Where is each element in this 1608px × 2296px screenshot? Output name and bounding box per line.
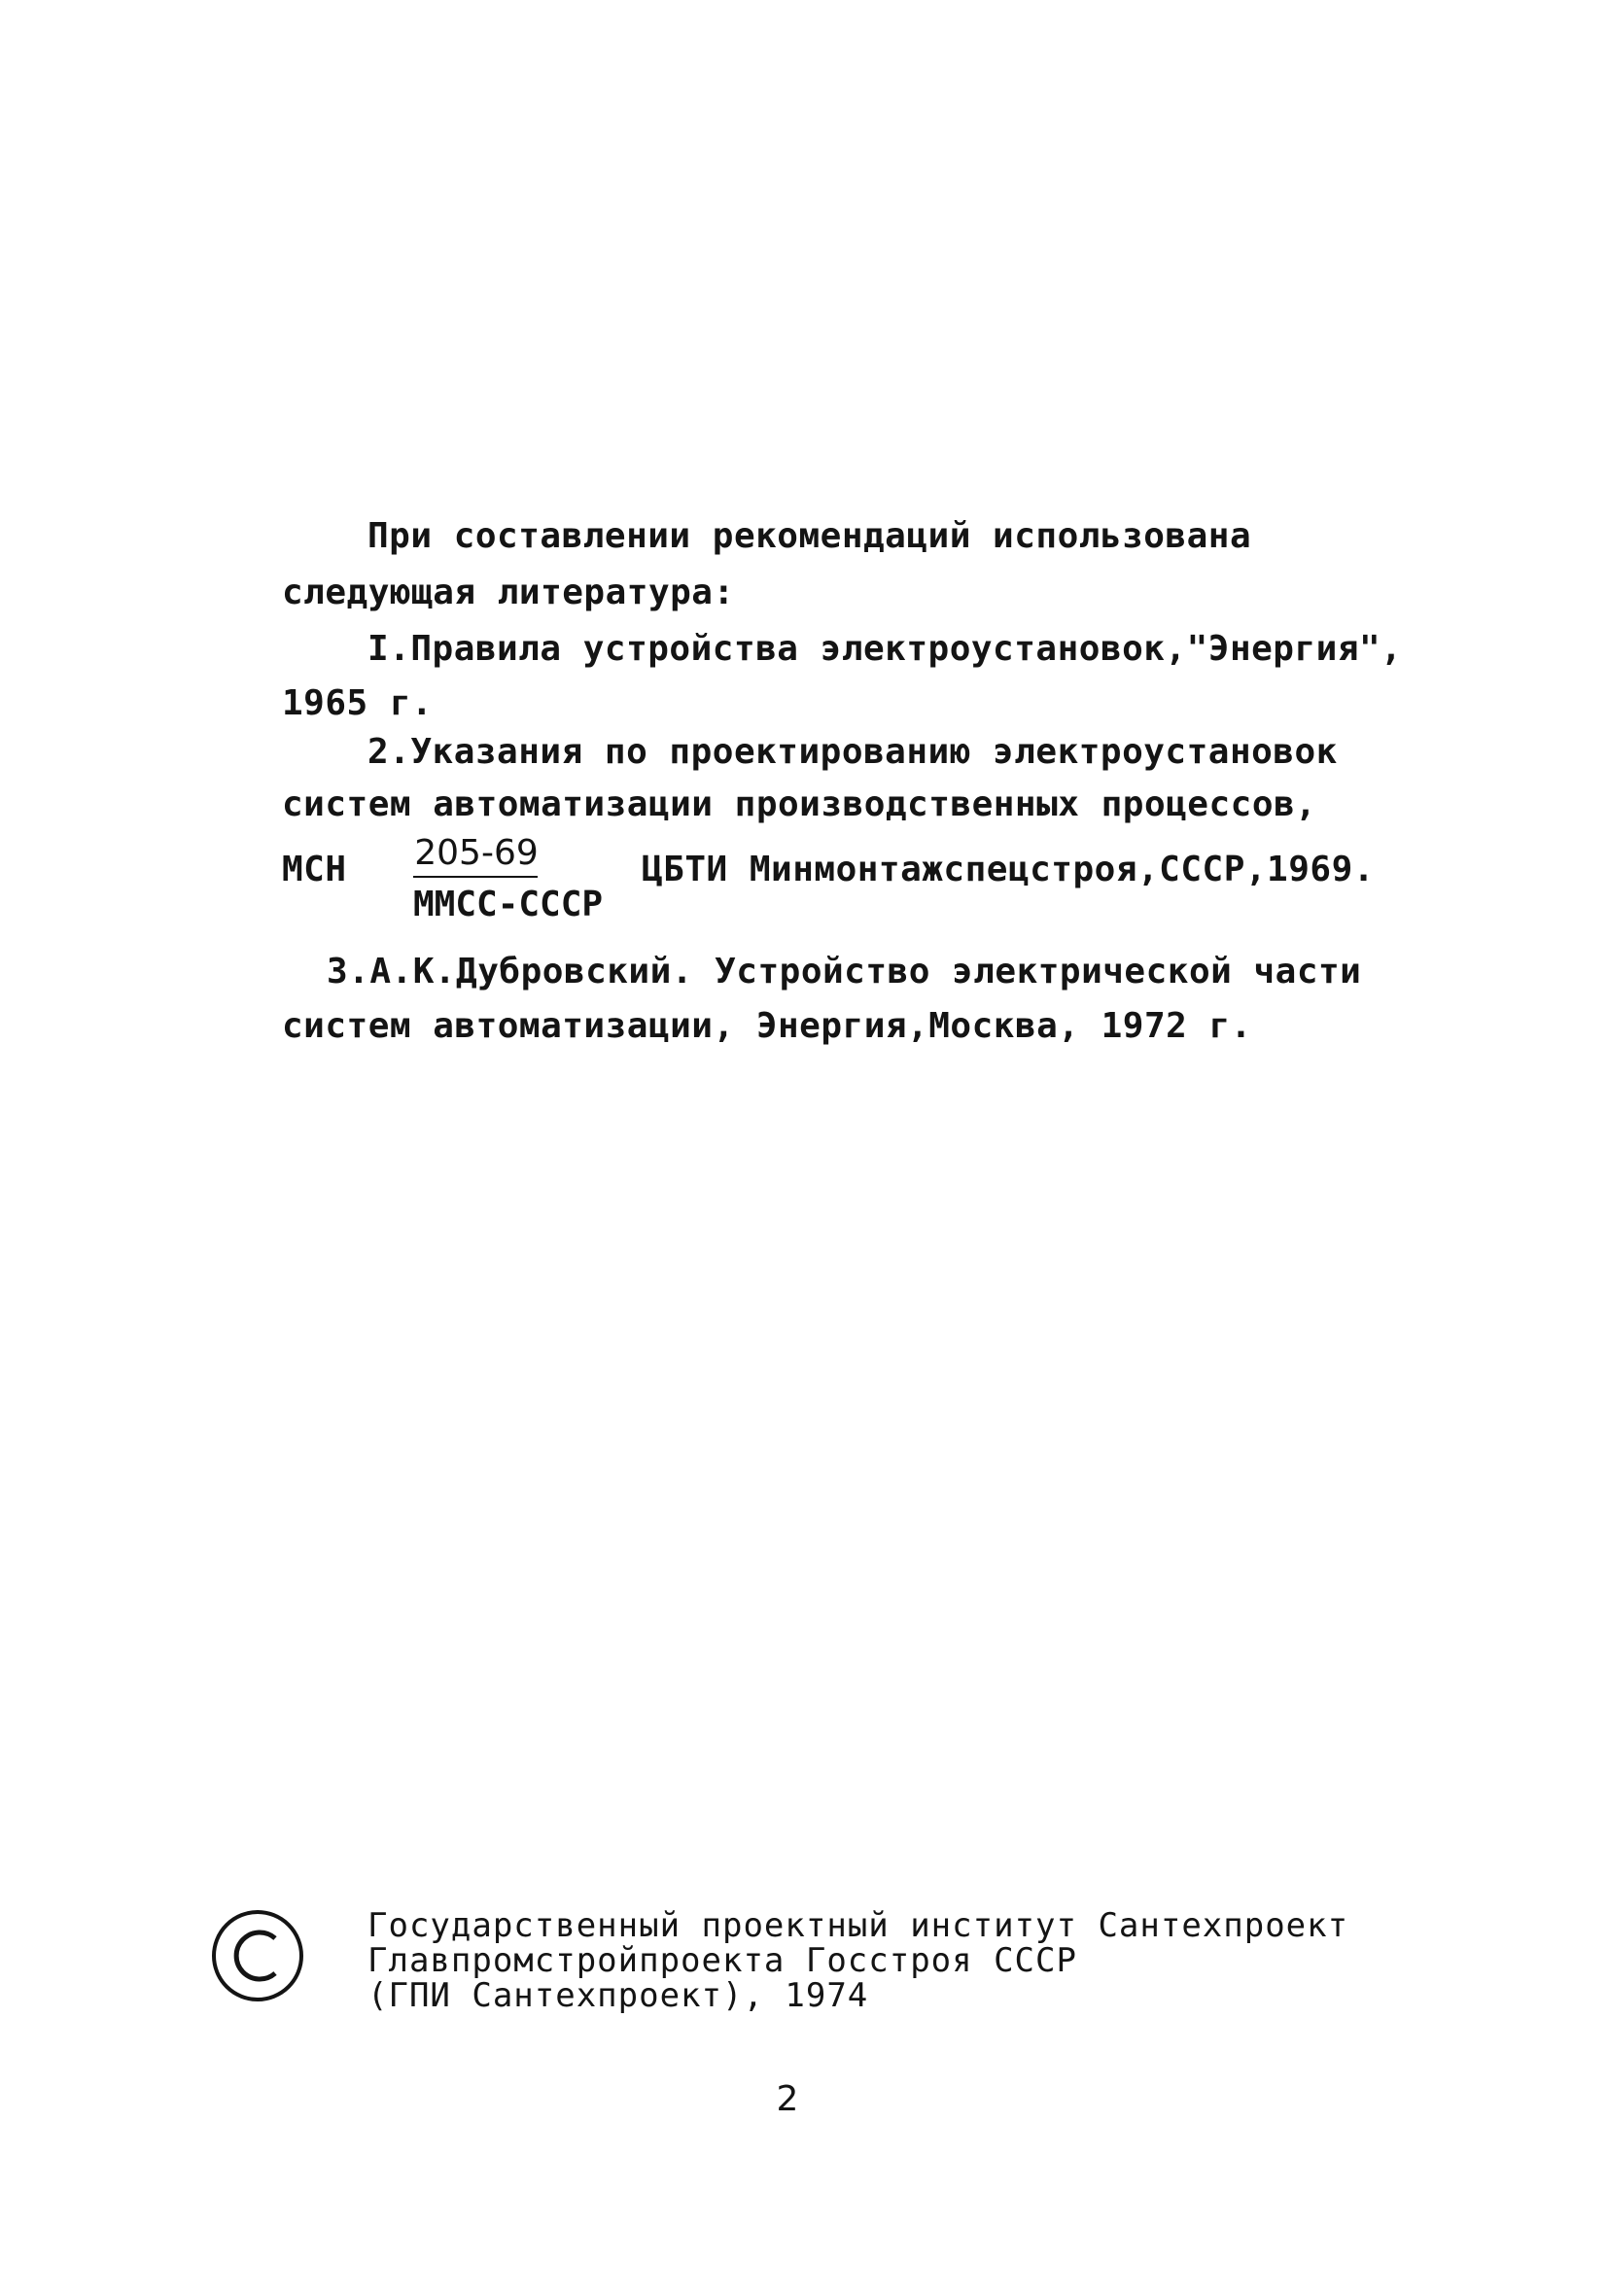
reference-2-fraction-denominator: ММСС-СССР <box>413 885 604 924</box>
publisher-line-2: Главпромстройпроекта Госстроя СССР <box>367 1941 1077 1980</box>
reference-2-suffix: ЦБТИ Минмонтажспецстроя,СССР,1969. <box>642 850 1375 889</box>
reference-3-line-1: 3.А.К.Дубровский. Устройство электрической части <box>327 952 1362 991</box>
page-number: 2 <box>776 2079 799 2119</box>
publisher-line-3: (ГПИ Сантехпроект), 1974 <box>367 1976 869 2015</box>
publisher-line-1: Государственный проектный институт Сантехпроект <box>367 1906 1349 1945</box>
reference-1-line-1: I.Правила устройства электроустановок,"Энергия", <box>367 629 1403 669</box>
reference-3-line-2: систем автоматизации, Энергия,Москва, 1972 г. <box>282 1006 1252 1046</box>
reference-2-fraction-numerator: 205-69 <box>414 833 539 873</box>
copyright-icon <box>209 1907 306 2004</box>
reference-2-line-2: систем автоматизации производственных процессов, <box>282 784 1317 824</box>
reference-2-prefix: МСН <box>282 850 347 889</box>
reference-1-line-2: 1965 г. <box>282 683 434 723</box>
intro-line-2: следующая литература: <box>282 573 735 612</box>
reference-2-line-1: 2.Указания по проектированию электроустановок <box>367 732 1338 772</box>
fraction-bar <box>413 876 538 878</box>
intro-line-1: При составлении рекомендаций использована <box>367 516 1252 556</box>
